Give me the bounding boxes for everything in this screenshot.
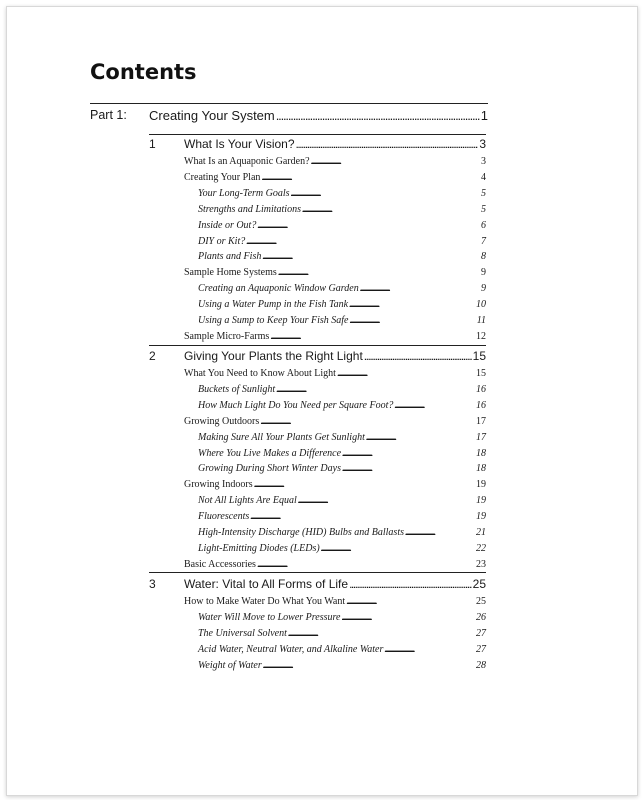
section-entry-page: 17	[476, 415, 486, 427]
section-entry-title: Sample Micro-Farms	[184, 330, 270, 342]
section-entry[interactable]	[184, 559, 486, 570]
chapter-rule	[149, 345, 486, 346]
subsection-entry-title: Weight of Water	[198, 659, 262, 671]
dot-leader	[342, 612, 476, 623]
chapter-number: 1	[149, 137, 156, 151]
subsection-entry[interactable]	[198, 463, 486, 474]
subsection-entry-title: Light-Emitting Diodes (LEDs)	[198, 542, 320, 554]
subsection-entry[interactable]	[198, 495, 486, 506]
subsection-entry[interactable]	[198, 432, 486, 443]
subsection-entry[interactable]	[198, 384, 486, 395]
subsection-entry-page: 5	[481, 187, 486, 199]
subsection-entry-title: Water Will Move to Lower Pressure	[198, 611, 341, 623]
subsection-entry-title: Growing During Short Winter Days	[198, 463, 341, 475]
subsection-entry-title: Strengths and Limitations	[198, 203, 301, 215]
subsection-entry-page: 10	[476, 299, 486, 311]
dot-leader	[296, 137, 479, 151]
subsection-entry-page: 21	[476, 527, 486, 538]
subsection-entry-title: Creating an Aquaponic Window Garden	[198, 283, 359, 295]
section-entry[interactable]	[184, 416, 486, 427]
subsection-entry-page: 6	[481, 219, 486, 231]
section-entry[interactable]	[184, 479, 486, 490]
section-entry-title: Creating Your Plan	[184, 171, 261, 183]
subsection-entry-title: DIY or Kit?	[198, 235, 246, 247]
section-entry-page: 23	[476, 558, 486, 570]
subsection-entry[interactable]	[198, 543, 486, 554]
part-title: Creating Your System	[149, 108, 275, 123]
dot-leader	[263, 660, 475, 671]
subsection-entry-page: 27	[476, 643, 486, 655]
section-entry-title: What You Need to Know About Light	[184, 368, 336, 379]
dot-leader	[302, 204, 480, 215]
subsection-entry[interactable]	[198, 299, 486, 310]
dot-leader	[311, 156, 480, 167]
subsection-entry-page: 28	[476, 659, 486, 671]
dot-leader	[405, 527, 475, 538]
chapter-entry-title: Giving Your Plants the Right Light	[184, 349, 363, 363]
subsection-entry[interactable]	[198, 527, 486, 538]
section-entry-title: Growing Indoors	[184, 479, 253, 491]
subsection-entry-title: Acid Water, Neutral Water, and Alkaline Water	[198, 643, 384, 655]
chapter-entry-page: 25	[472, 577, 486, 591]
dot-leader	[346, 596, 475, 607]
subsection-entry[interactable]	[198, 251, 486, 262]
subsection-entry-title: Fluorescents	[198, 511, 250, 523]
subsection-entry-title: Making Sure All Your Plants Get Sunlight	[198, 431, 365, 443]
dot-leader	[360, 283, 480, 294]
dot-leader	[276, 108, 480, 123]
chapter-number: 2	[149, 349, 156, 363]
subsection-entry-page: 16	[476, 399, 486, 411]
section-entry[interactable]	[184, 368, 486, 379]
dot-leader	[364, 349, 472, 363]
subsection-entry-page: 19	[476, 511, 486, 523]
subsection-entry-page: 5	[481, 203, 486, 215]
section-entry-page: 25	[476, 596, 486, 607]
part-page: 1	[480, 108, 488, 123]
subsection-entry[interactable]	[198, 448, 486, 459]
subsection-entry[interactable]	[198, 315, 486, 326]
subsection-entry-page: 17	[476, 431, 486, 443]
dot-leader	[291, 188, 480, 199]
part-entry[interactable]	[149, 108, 488, 123]
subsection-entry-title: Inside or Out?	[198, 219, 257, 231]
dot-leader	[366, 432, 475, 443]
section-entry[interactable]	[184, 331, 486, 342]
part-rule	[90, 103, 488, 104]
section-entry-page: 9	[481, 267, 486, 279]
dot-leader	[337, 368, 475, 379]
chapter-rule	[149, 134, 486, 135]
contents-heading: Contents	[90, 60, 197, 84]
section-entry-page: 15	[476, 368, 486, 379]
section-entry[interactable]	[184, 267, 486, 278]
subsection-entry-title: Using a Water Pump in the Fish Tank	[198, 299, 349, 311]
subsection-entry[interactable]	[198, 188, 486, 199]
section-entry[interactable]	[184, 156, 486, 167]
subsection-entry[interactable]	[198, 236, 486, 247]
subsection-entry-title: Plants and Fish	[198, 251, 262, 263]
section-entry-title: Sample Home Systems	[184, 267, 277, 279]
dot-leader	[254, 479, 475, 490]
dot-leader	[262, 251, 480, 262]
dot-leader	[278, 267, 480, 278]
subsection-entry-title: Using a Sump to Keep Your Fish Safe	[198, 315, 349, 326]
chapter-entry[interactable]	[184, 349, 486, 363]
dot-leader	[321, 543, 475, 554]
subsection-entry[interactable]	[198, 628, 486, 639]
subsection-entry-page: 9	[481, 283, 486, 295]
subsection-entry-page: 27	[476, 627, 486, 639]
section-entry-page: 19	[476, 479, 486, 491]
dot-leader	[349, 299, 475, 310]
dot-leader	[384, 644, 475, 655]
subsection-entry-page: 7	[481, 235, 486, 247]
subsection-entry-title: Buckets of Sunlight	[198, 383, 276, 395]
dot-leader	[270, 331, 475, 342]
subsection-entry-page: 18	[476, 447, 486, 459]
subsection-entry-page: 16	[476, 383, 486, 395]
dot-leader	[250, 511, 475, 522]
dot-leader	[276, 384, 475, 395]
dot-leader	[298, 495, 475, 506]
subsection-entry[interactable]	[198, 204, 486, 215]
subsection-entry[interactable]	[198, 644, 486, 655]
chapter-entry[interactable]	[184, 577, 486, 591]
part-label: Part 1:	[90, 108, 127, 122]
subsection-entry-title: How Much Light Do You Need per Square Foot?	[198, 399, 394, 411]
section-entry-page: 4	[481, 171, 486, 183]
subsection-entry-title: The Universal Solvent	[198, 627, 287, 639]
dot-leader	[257, 559, 475, 570]
subsection-entry-page: 11	[476, 315, 486, 326]
section-entry-title: Growing Outdoors	[184, 415, 260, 427]
section-entry-title: How to Make Water Do What You Want	[184, 596, 346, 607]
subsection-entry-title: Where You Live Makes a Difference	[198, 447, 342, 459]
subsection-entry[interactable]	[198, 400, 486, 411]
section-entry-title: Basic Accessories	[184, 558, 256, 570]
dot-leader	[288, 628, 475, 639]
section-entry-page: 12	[476, 330, 486, 342]
subsection-entry-page: 26	[476, 611, 486, 623]
chapter-entry[interactable]	[184, 137, 486, 151]
subsection-entry-page: 18	[476, 463, 486, 475]
dot-leader	[342, 448, 475, 459]
subsection-entry-page: 22	[476, 542, 486, 554]
subsection-entry[interactable]	[198, 220, 486, 231]
subsection-entry-title: Your Long-Term Goals	[198, 187, 290, 199]
dot-leader	[394, 400, 475, 411]
subsection-entry[interactable]	[198, 660, 486, 671]
dot-leader	[349, 315, 475, 326]
dot-leader	[342, 463, 475, 474]
dot-leader	[257, 220, 480, 231]
subsection-entry-title: High-Intensity Discharge (HID) Bulbs and Ballasts	[198, 527, 404, 538]
chapter-entry-title: Water: Vital to All Forms of Life	[184, 577, 349, 591]
section-entry-title: What Is an Aquaponic Garden?	[184, 156, 310, 167]
section-entry[interactable]	[184, 172, 486, 183]
subsection-entry-page: 8	[481, 251, 486, 263]
chapter-entry-title: What Is Your Vision?	[184, 137, 295, 151]
subsection-entry[interactable]	[198, 612, 486, 623]
section-entry[interactable]	[184, 596, 486, 607]
chapter-entry-page: 3	[479, 137, 486, 151]
dot-leader	[261, 172, 480, 183]
subsection-entry-title: Not All Lights Are Equal	[198, 495, 297, 507]
dot-leader	[349, 577, 472, 591]
dot-leader	[260, 416, 475, 427]
subsection-entry[interactable]	[198, 511, 486, 522]
chapter-entry-page: 15	[472, 349, 486, 363]
subsection-entry-page: 19	[476, 495, 486, 507]
chapter-number: 3	[149, 577, 156, 591]
dot-leader	[246, 236, 480, 247]
chapter-rule	[149, 572, 486, 573]
section-entry-page: 3	[481, 156, 486, 167]
subsection-entry[interactable]	[198, 283, 486, 294]
